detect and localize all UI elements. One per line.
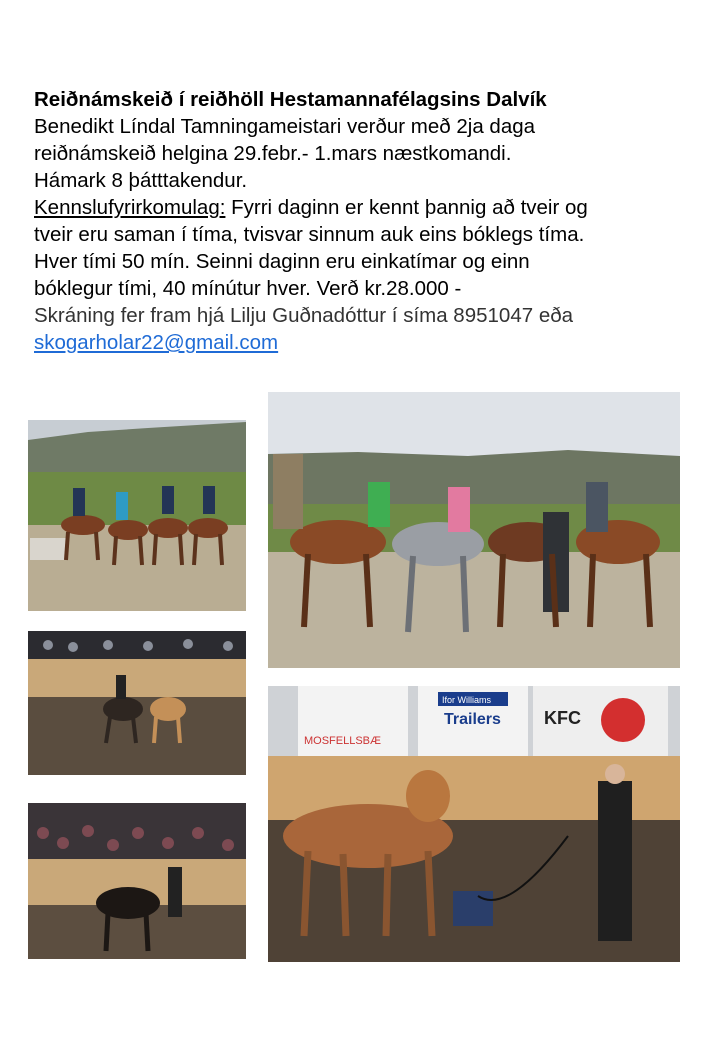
banner-trailers-top: Ifor Williams xyxy=(442,695,491,705)
banner-trailers: Trailers xyxy=(444,711,501,728)
announcement-title: Reiðnámskeið í reiðhöll Hestamannafélagsins Dalvík xyxy=(34,88,547,111)
text-line-2: reiðnámskeið helgina 29.febr.- 1.mars næstkomandi. xyxy=(34,142,512,165)
text-line-1: Benedikt Líndal Tamningameistari verður með 2ja daga xyxy=(34,115,536,138)
photo-indoor-black-horse xyxy=(28,803,246,959)
photo-outdoor-group-riders xyxy=(28,420,246,611)
schedule-text: Fyrri daginn er kennt þannig að tveir og xyxy=(225,196,588,219)
schedule-line-3: Hver tími 50 mín. Seinni daginn eru einkatímar og einn xyxy=(34,250,530,273)
banner-kfc: KFC xyxy=(544,708,581,728)
schedule-line xyxy=(34,194,694,221)
photo-outdoor-lesson xyxy=(268,392,680,668)
schedule-label: Kennslufyrirkomulag: xyxy=(34,196,226,219)
email-link[interactable]: skogarholar22@gmail.com xyxy=(34,331,279,354)
schedule-line-2: tveir eru saman í tíma, tvisvar sinnum auk eins bóklegs tíma. xyxy=(34,223,585,246)
photo-indoor-two-horses xyxy=(28,631,246,775)
announcement-text xyxy=(34,86,694,356)
banner-mosfells: MOSFELLSBÆ xyxy=(304,735,382,747)
text-line-3: Hámark 8 þátttakendur. xyxy=(34,169,248,192)
registration-line: Skráning fer fram hjá Lilju Guðnadóttur í síma 8951047 eða xyxy=(34,304,574,327)
photo-indoor-arena-demo xyxy=(268,686,680,962)
schedule-line-4: bóklegur tími, 40 mínútur hver. Verð kr.28.000 - xyxy=(34,277,462,300)
